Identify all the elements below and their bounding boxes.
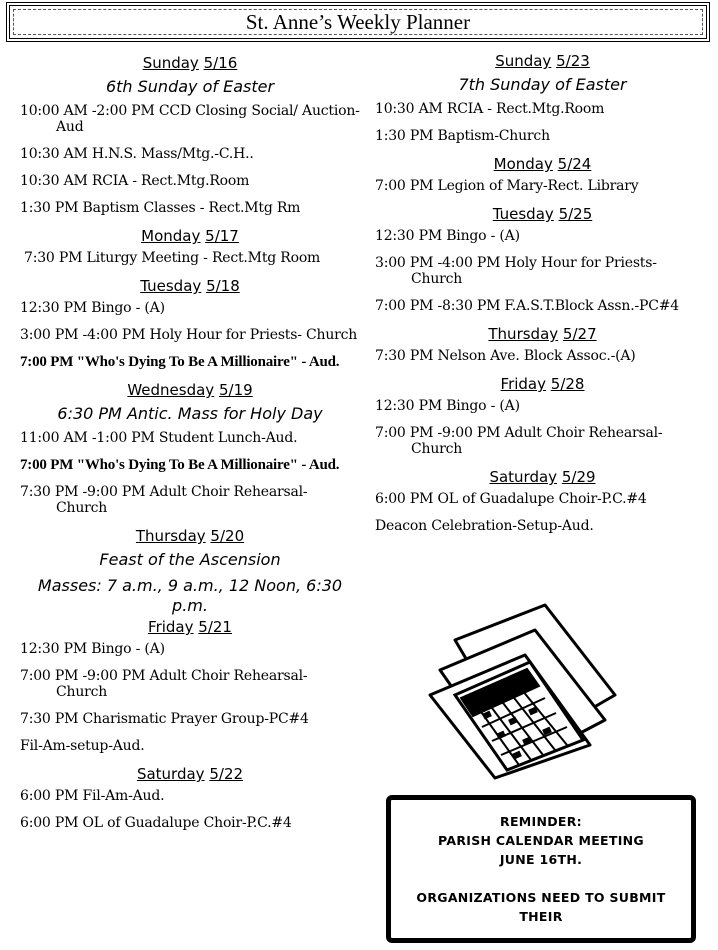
event-item: 7:00 PM "Who's Dying To Be A Millionaire" - Aud.	[20, 457, 340, 473]
reminder-box	[386, 795, 696, 943]
event-item: 12:30 PM Bingo - (A)	[375, 228, 520, 244]
day-heading-friday-5-28: Friday 5/28	[500, 375, 585, 393]
event-item: 10:30 AM H.N.S. Mass/Mtg.-C.H..	[20, 146, 254, 162]
event-item: 10:30 AM RCIA - Rect.Mtg.Room	[375, 101, 605, 117]
day-heading-saturday-5-29: Saturday 5/29	[489, 468, 596, 486]
day-heading-sunday-5-23: Sunday 5/23	[495, 52, 590, 70]
event-item: 6:00 PM OL of Guadalupe Choir-P.C.#4	[20, 815, 292, 831]
day-heading-monday-5-24: Monday 5/24	[493, 155, 592, 173]
special-observance: 6th Sunday of Easter	[105, 77, 275, 96]
reminder-organizations: ORGANIZATIONS NEED TO SUBMIT THEIR	[416, 890, 666, 924]
right-column	[375, 50, 710, 545]
event-item: 10:30 AM RCIA - Rect.Mtg.Room	[20, 173, 250, 189]
event-item: Fil-Am-setup-Aud.	[20, 738, 145, 754]
event-item: 6:00 PM OL of Guadalupe Choir-P.C.#4	[375, 491, 647, 507]
event-item: 7:00 PM Legion of Mary-Rect. Library	[375, 178, 639, 194]
day-heading-friday-5-21: Friday 5/21	[148, 618, 232, 636]
left-column	[20, 52, 360, 842]
day-heading-tuesday-5-18: Tuesday 5/18	[140, 277, 240, 295]
event-item: 12:30 PM Bingo - (A)	[375, 398, 520, 414]
event-item: 7:00 PM -9:00 PM Adult Choir Rehearsal- Church	[20, 668, 308, 700]
day-heading-thursday-5-20: Thursday 5/20	[135, 527, 245, 545]
event-item: 7:30 PM -9:00 PM Adult Choir Rehearsal- Church	[20, 484, 308, 516]
day-heading-saturday-5-22: Saturday 5/22	[136, 765, 244, 783]
event-item: 7:00 PM -9:00 PM Adult Choir Rehearsal- Church	[375, 425, 663, 457]
event-item: 3:00 PM -4:00 PM Holy Hour for Priests- Church	[20, 327, 358, 343]
event-item: 1:30 PM Baptism-Church	[375, 128, 550, 144]
special-observance: 6:30 PM Antic. Mass for Holy Day	[57, 404, 323, 423]
event-item: Deacon Celebration-Setup-Aud.	[375, 518, 594, 534]
special-observance: 7th Sunday of Easter	[458, 75, 627, 94]
special-observance-masses: Masses: 7 a.m., 9 a.m., 12 Noon, 6:30 p.m.	[37, 576, 343, 615]
event-item: 12:30 PM Bingo - (A)	[20, 641, 165, 657]
day-heading-monday-5-17: Monday 5/17	[141, 227, 239, 245]
day-heading-sunday-5-16: Sunday 5/16	[142, 54, 238, 72]
event-item: 10:00 AM -2:00 PM CCD Closing Social/ Auction-Aud	[20, 103, 360, 135]
reminder-heading: REMINDER:	[500, 814, 582, 829]
event-item: 7:30 PM Liturgy Meeting - Rect.Mtg Room	[24, 250, 321, 266]
event-item: 11:00 AM -1:00 PM Student Lunch-Aud.	[20, 430, 298, 446]
event-item: 7:30 PM Charismatic Prayer Group-PC#4	[20, 711, 309, 727]
event-item: 12:30 PM Bingo - (A)	[20, 300, 165, 316]
event-item: 3:00 PM -4:00 PM Holy Hour for Priests- Church	[375, 255, 657, 287]
special-observance: Feast of the Ascension	[99, 550, 281, 569]
event-item: 1:30 PM Baptism Classes - Rect.Mtg Rm	[20, 200, 301, 216]
calendar-clipart-icon	[425, 600, 625, 780]
event-item: 7:00 PM "Who's Dying To Be A Millionaire" - Aud.	[20, 354, 340, 370]
day-heading-thursday-5-27: Thursday 5/27	[488, 325, 597, 343]
event-item: 7:30 PM Nelson Ave. Block Assoc.-(A)	[375, 348, 636, 364]
event-item: 7:00 PM -8:30 PM F.A.S.T.Block Assn.-PC#4	[375, 298, 679, 314]
day-heading-tuesday-5-25: Tuesday 5/25	[492, 205, 593, 223]
event-item: 6:00 PM Fil-Am-Aud.	[20, 788, 165, 804]
page-title: St. Anne’s Weekly Planner	[6, 2, 710, 42]
day-heading-wednesday-5-19: Wednesday 5/19	[127, 381, 253, 399]
reminder-meeting: PARISH CALENDAR MEETING JUNE 16TH.	[438, 833, 644, 867]
